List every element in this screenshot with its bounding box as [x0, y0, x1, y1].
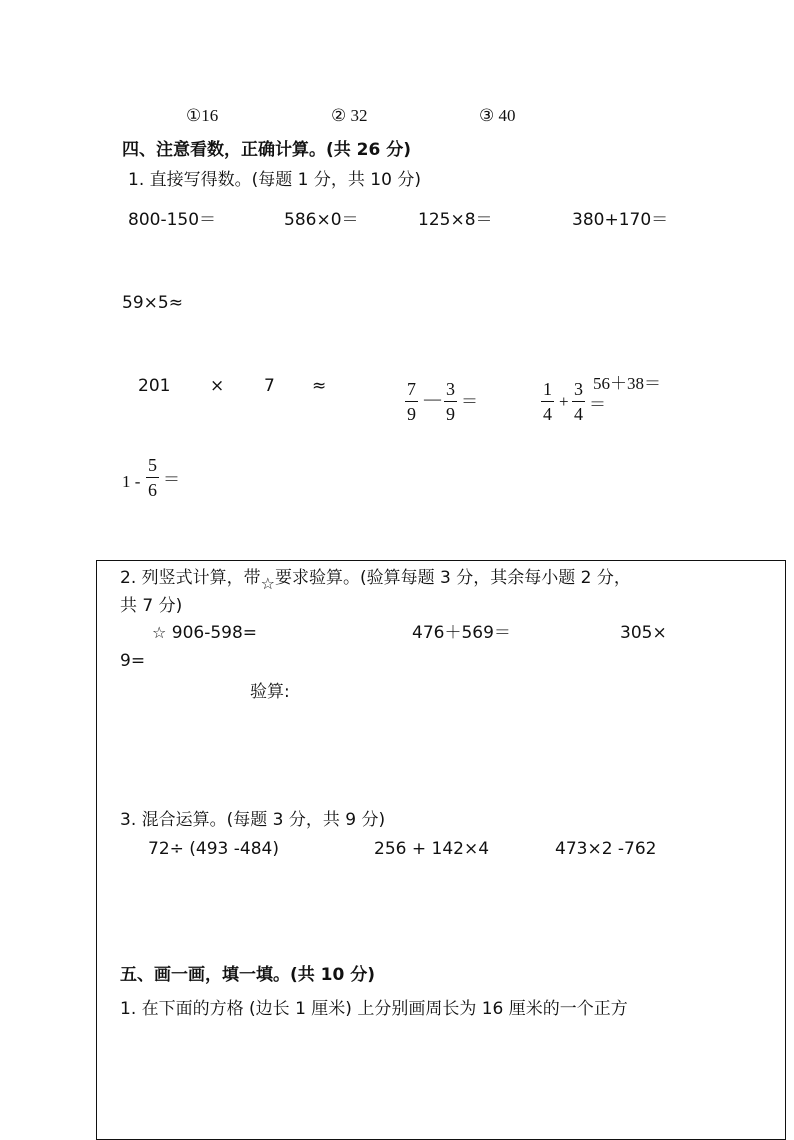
- fraction-3-4: [572, 380, 585, 423]
- equals-sign: ＝: [163, 470, 180, 489]
- denominator: 9: [407, 404, 416, 424]
- fraction-1-4: [541, 380, 554, 423]
- section5-title: 五、画一画，填一填。(共 10 分): [120, 965, 376, 985]
- calc-3: 125×8＝: [418, 210, 493, 230]
- equals-sign: ＝: [461, 392, 478, 411]
- q2-item-2: 476＋569＝: [412, 623, 511, 643]
- numerator: 3: [572, 380, 585, 402]
- calc-9: 56＋38＝: [593, 374, 661, 393]
- q3-title: 3. 混合运算。(每题 3 分，共 9 分): [120, 810, 386, 830]
- section4-title: 四、注意看数，正确计算。(共 26 分): [122, 140, 412, 160]
- q2-title-pre: 2. 列竖式计算，带: [120, 568, 261, 588]
- section5-q1: 1. 在下面的方格 (边长 1 厘米) 上分别画周长为 16 厘米的一个正方: [120, 999, 628, 1019]
- q2-item-1: [152, 623, 257, 643]
- denominator: 4: [574, 404, 583, 424]
- fraction-5-6: [146, 456, 159, 499]
- calc-5: 59×5≈: [122, 293, 183, 313]
- numerator: 5: [146, 456, 159, 478]
- star-icon: ☆: [260, 574, 275, 593]
- denominator: 4: [543, 404, 552, 424]
- calc-6-approx: ≈: [312, 376, 327, 396]
- fraction-3-9: [444, 380, 457, 423]
- q3-item-3: 473×2 -762: [555, 839, 657, 859]
- calc-6-a: 201: [138, 376, 171, 396]
- numerator: 3: [444, 380, 457, 402]
- minus-sign: —: [424, 389, 441, 408]
- q2-item-3-wrap: 9=: [120, 651, 146, 671]
- calc-2: 586×0＝: [284, 210, 359, 230]
- calc-6-times: ×: [210, 376, 225, 396]
- numerator: 1: [541, 380, 554, 402]
- calc-1: 800-150＝: [128, 210, 217, 230]
- denominator: 9: [446, 404, 455, 424]
- plus-sign: +: [559, 392, 569, 411]
- one-minus: 1 -: [122, 472, 141, 491]
- q2-title: [120, 568, 631, 593]
- check-label: 验算:: [250, 682, 290, 702]
- q2-title-post: 要求验算。(验算每题 3 分，其余每小题 2 分，: [274, 568, 631, 588]
- q3-item-1: 72÷ (493 -484): [148, 839, 279, 859]
- option-2: ② 32: [331, 106, 368, 125]
- q2-title-line2: 共 7 分): [120, 596, 183, 616]
- numerator: 7: [405, 380, 418, 402]
- q2-item-1-text: 906-598=: [171, 623, 258, 643]
- q3-item-2: 256 + 142×4: [374, 839, 490, 859]
- denominator: 6: [148, 480, 157, 500]
- q2-item-3: 305×: [620, 623, 667, 643]
- option-1: ①16: [186, 106, 219, 125]
- star-icon: ☆: [152, 623, 167, 642]
- option-3: ③ 40: [479, 106, 516, 125]
- fraction-7-9: [405, 380, 418, 423]
- equals-sign: ＝: [589, 395, 606, 414]
- q1-title: 1. 直接写得数。(每题 1 分，共 10 分): [128, 170, 421, 190]
- calc-4: 380+170＝: [572, 210, 669, 230]
- calc-6-b: 7: [264, 376, 275, 396]
